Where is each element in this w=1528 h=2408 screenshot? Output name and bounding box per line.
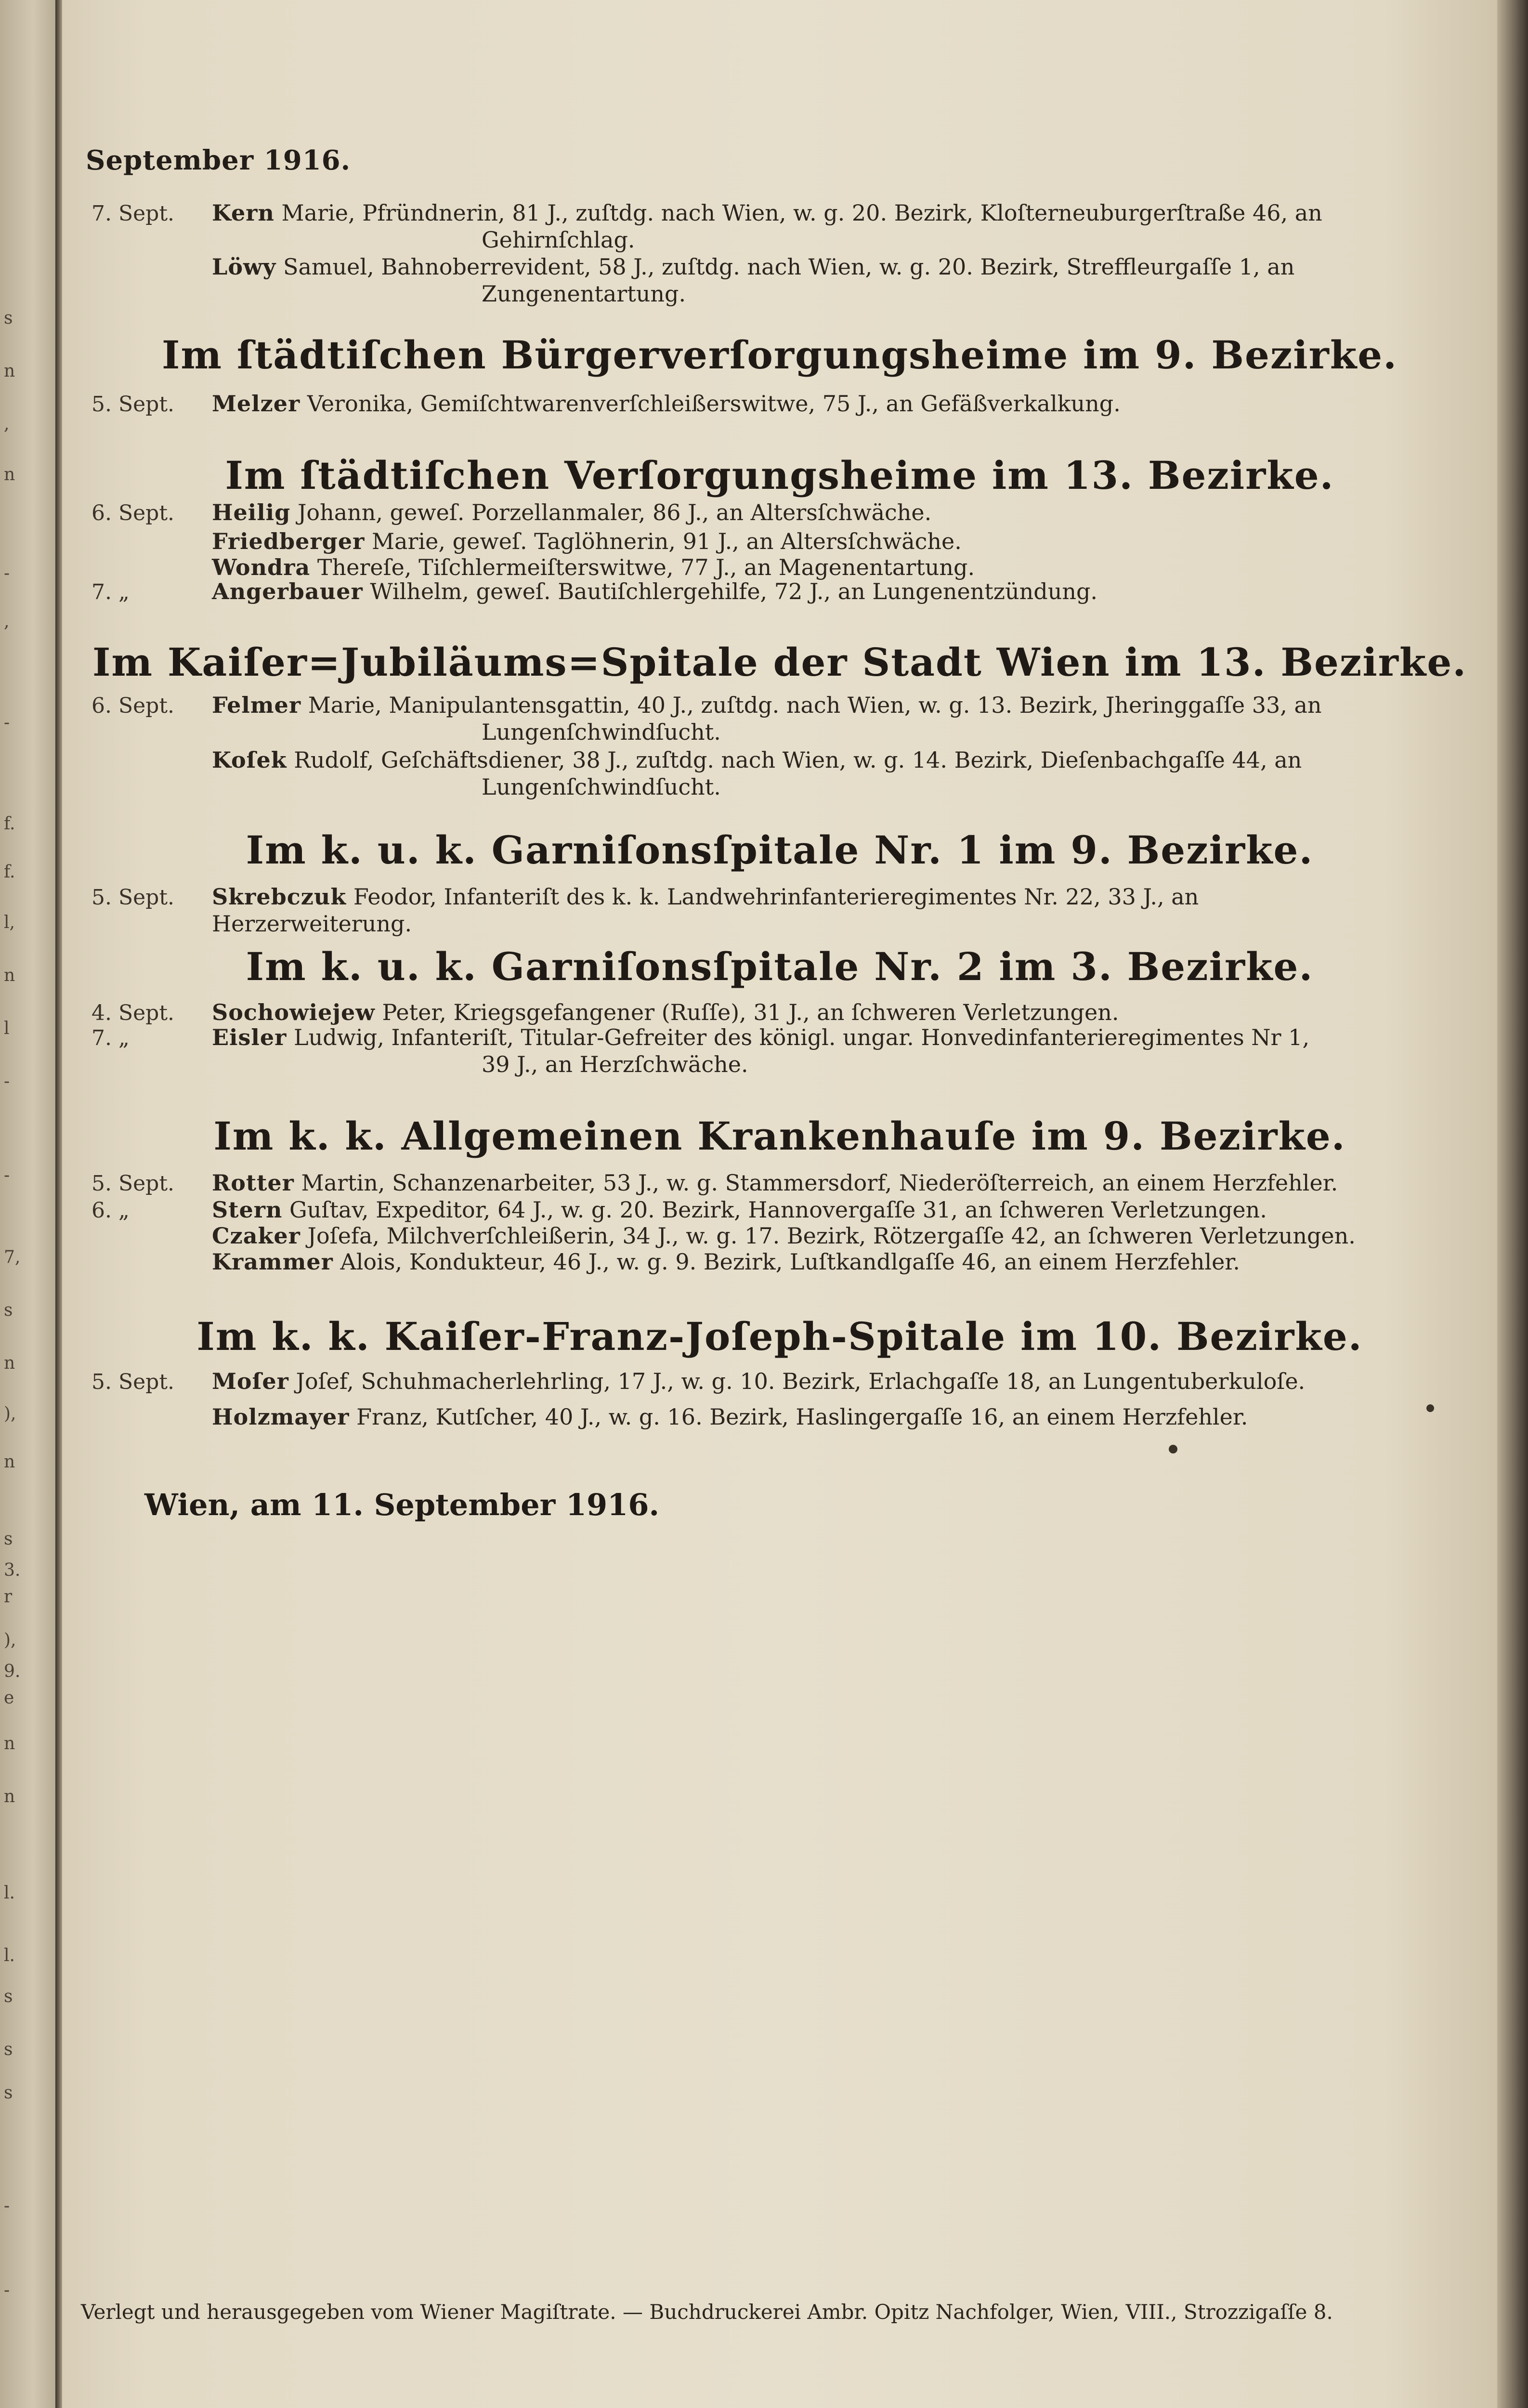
entry-surname: Holzmayer — [212, 1404, 350, 1430]
entry-text: Ludwig, Infanteriſt, Titular-Gefreiter des königl. ungar. Honvedinfanterieregimentes Nr 1, — [294, 1024, 1310, 1050]
list-item — [212, 746, 1368, 800]
list-item — [212, 1196, 1368, 1223]
section-heading: Im k. k. Kaiſer-Franz-Joſeph-Spitale im 10. Bezirke. — [196, 1314, 1363, 1359]
entry-date: 6. „ — [91, 1198, 130, 1223]
section-heading: Im ſtädtiſchen Bürgerverſorgungsheime im 9. Bezirke. — [162, 332, 1397, 378]
margin-fragment: 7, — [4, 1247, 21, 1267]
entry-text: Martin, Schanzenarbeiter, 53 J., w. g. Stammersdorf, Niederöſterreich, an einem Herzfehler. — [301, 1170, 1338, 1196]
entry-surname: Melzer — [212, 391, 300, 417]
entry-surname: Rotter — [212, 1170, 294, 1196]
margin-fragment: ), — [4, 1404, 16, 1424]
entry-date: 7. „ — [91, 580, 130, 604]
list-item — [212, 253, 1368, 307]
margin-fragment: - — [4, 2280, 10, 2300]
margin-fragment: s — [4, 1987, 13, 2006]
list-item — [212, 883, 1377, 937]
entry-continuation: Lungenſchwindſucht. — [482, 719, 721, 745]
margin-fragment: r — [4, 1587, 13, 1607]
entry-text: Marie, Manipulantensgattin, 40 J., zuſtdg. nach Wien, w. g. 13. Bezirk, Jheringgaſſe 33, an — [308, 692, 1322, 718]
page-title: September 1916. — [86, 144, 351, 176]
entry-surname: Friedberger — [212, 528, 365, 554]
margin-fragment: - — [4, 2196, 10, 2216]
section-heading: Im k. u. k. Garniſonsſpitale Nr. 1 im 9. Bezirke. — [246, 827, 1314, 873]
margin-fragment: n — [4, 465, 15, 484]
list-item — [212, 999, 1368, 1026]
list-item — [212, 199, 1368, 253]
entry-surname: Felmer — [212, 692, 301, 718]
entry-text: Feodor, Infanteriſt des k. k. Landwehrinfanterieregimentes Nr. 22, 33 J., an Herzerweiterung. — [212, 884, 1199, 937]
book-gutter — [55, 0, 62, 2408]
entry-surname: Angerbauer — [212, 578, 363, 604]
section-heading: Im k. k. Allgemeinen Krankenhauſe im 9. Bezirke. — [213, 1113, 1346, 1159]
entry-date: 5. Sept. — [91, 392, 174, 417]
entry-surname: Moſer — [212, 1368, 289, 1394]
margin-fragment: - — [4, 713, 10, 733]
list-item — [212, 1222, 1377, 1249]
margin-fragment: , — [4, 612, 10, 631]
section-heading: Im k. u. k. Garniſonsſpitale Nr. 2 im 3. Bezirke. — [246, 944, 1314, 989]
entry-surname: Wondra — [212, 554, 311, 580]
margin-fragment: - — [4, 1165, 10, 1185]
entry-continuation: Gehirnſchlag. — [482, 227, 635, 253]
list-item — [212, 578, 1368, 605]
list-item — [212, 499, 1368, 526]
entry-surname: Eisler — [212, 1024, 287, 1050]
margin-fragment: e — [4, 1688, 14, 1708]
entry-text: Peter, Kriegsgefangener (Ruſſe), 31 J., an ſchweren Verletzungen. — [382, 999, 1119, 1025]
publisher-imprint: Verlegt und herausgegeben vom Wiener Magiſtrate. — Buchdruckerei Ambr. Opitz Nachfolger, Wien, VIII., Strozzigaſſe 8. — [81, 2300, 1333, 2324]
margin-fragment: s — [4, 1300, 13, 1320]
section-heading: Im ſtädtiſchen Verſorgungsheime im 13. Bezirke. — [225, 453, 1334, 498]
entry-text: Joſefa, Milchverſchleißerin, 34 J., w. g. 17. Bezirk, Rötzergaſſe 42, an ſchweren Verletzungen. — [307, 1223, 1356, 1249]
entry-continuation: 39 J., an Herzſchwäche. — [482, 1051, 748, 1077]
entry-text: Thereſe, Tiſchlermeiſterswitwe, 77 J., an Magenentartung. — [317, 554, 975, 580]
entry-surname: Sochowiejew — [212, 999, 375, 1025]
ink-speck — [1426, 1404, 1434, 1412]
entry-date: 5. Sept. — [91, 1370, 174, 1394]
entry-text: Marie, Pfründnerin, 81 J., zuſtdg. nach Wien, w. g. 20. Bezirk, Kloſterneuburgerſtraße 46, an — [281, 200, 1322, 226]
entry-surname: Heilig — [212, 499, 291, 525]
entry-date: 7. Sept. — [91, 201, 174, 226]
margin-fragment: - — [4, 563, 10, 583]
entry-surname: Löwy — [212, 254, 276, 280]
entry-text: Alois, Kondukteur, 46 J., w. g. 9. Bezirk, Luſtkandlgaſſe 46, an einem Herzfehler. — [340, 1249, 1240, 1275]
entry-text: Johann, geweſ. Porzellanmaler, 86 J., an Altersſchwäche. — [297, 499, 932, 525]
entry-date: 6. Sept. — [91, 694, 174, 718]
margin-fragment: f. — [4, 814, 15, 834]
margin-fragment: s — [4, 2040, 13, 2059]
entry-text: Samuel, Bahnoberrevident, 58 J., zuſtdg. nach Wien, w. g. 20. Bezirk, Streffleurgaſſe 1, an — [283, 254, 1295, 280]
margin-fragment: n — [4, 361, 15, 381]
margin-fragment: n — [4, 1452, 15, 1472]
list-item — [212, 1248, 1368, 1275]
list-item — [212, 1368, 1368, 1395]
margin-fragment: l, — [4, 913, 15, 932]
entry-surname: Krammer — [212, 1249, 333, 1275]
ink-speck — [1169, 1445, 1177, 1453]
entry-text: Veronika, Gemiſchtwarenverſchleißerswitwe, 75 J., an Gefäßverkalkung. — [307, 391, 1121, 417]
entry-surname: Skrebczuk — [212, 884, 347, 910]
list-item — [212, 692, 1368, 746]
list-item — [212, 1403, 1368, 1430]
margin-fragment: s — [4, 308, 13, 328]
entry-continuation: Lungenſchwindſucht. — [482, 774, 721, 800]
margin-fragment: n — [4, 1787, 15, 1806]
closing-line: Wien, am 11. September 1916. — [144, 1487, 660, 1522]
margin-fragment: ), — [4, 1630, 16, 1650]
margin-fragment: 3. — [4, 1560, 21, 1580]
margin-fragment: n — [4, 966, 15, 985]
margin-fragment: - — [4, 1072, 10, 1091]
entry-continuation: Zungenentartung. — [482, 281, 686, 307]
entry-text: Rudolf, Geſchäftsdiener, 38 J., zuſtdg. nach Wien, w. g. 14. Bezirk, Dieſenbachgaſſe 44, an — [294, 747, 1302, 773]
list-item — [212, 1024, 1368, 1078]
entry-text: Guſtav, Expeditor, 64 J., w. g. 20. Bezirk, Hannovergaſſe 31, an ſchweren Verletzungen. — [289, 1197, 1267, 1223]
entry-date: 5. Sept. — [91, 1171, 174, 1196]
entry-text: Marie, geweſ. Taglöhnerin, 91 J., an Altersſchwäche. — [371, 528, 962, 554]
entry-date: 5. Sept. — [91, 885, 174, 910]
margin-fragment: n — [4, 1734, 15, 1754]
entry-text: Wilhelm, geweſ. Bautiſchlergehilfe, 72 J., an Lungenentzündung. — [370, 578, 1098, 604]
margin-fragment: l. — [4, 1883, 15, 1903]
list-item — [212, 528, 1368, 555]
page-right-edge — [1497, 0, 1528, 2408]
entry-date: 7. „ — [91, 1026, 130, 1050]
entry-text: Joſef, Schuhmacherlehrling, 17 J., w. g. 10. Bezirk, Erlachgaſſe 18, an Lungentuberkuloſe. — [296, 1368, 1306, 1394]
entry-surname: Czaker — [212, 1223, 300, 1249]
entry-text: Franz, Kutſcher, 40 J., w. g. 16. Bezirk, Haslingergaſſe 16, an einem Herzfehler. — [356, 1404, 1248, 1430]
entry-surname: Koſek — [212, 747, 287, 773]
margin-fragment: 9. — [4, 1662, 21, 1681]
margin-fragment: n — [4, 1353, 15, 1373]
section-heading: Im Kaiſer=Jubiläums=Spitale der Stadt Wien im 13. Bezirke. — [92, 640, 1467, 685]
list-item — [212, 1169, 1368, 1196]
margin-fragment: f. — [4, 862, 15, 882]
margin-fragment: l. — [4, 1946, 15, 1965]
margin-fragment: l — [4, 1019, 10, 1038]
entry-surname: Stern — [212, 1197, 283, 1223]
margin-fragment: s — [4, 1529, 13, 1549]
entry-surname: Kern — [212, 200, 274, 226]
margin-fragment: , — [4, 414, 10, 434]
list-item — [212, 390, 1368, 417]
margin-fragment: s — [4, 2083, 13, 2103]
entry-date: 4. Sept. — [91, 1001, 174, 1025]
list-item — [212, 554, 1368, 581]
entry-date: 6. Sept. — [91, 501, 174, 525]
